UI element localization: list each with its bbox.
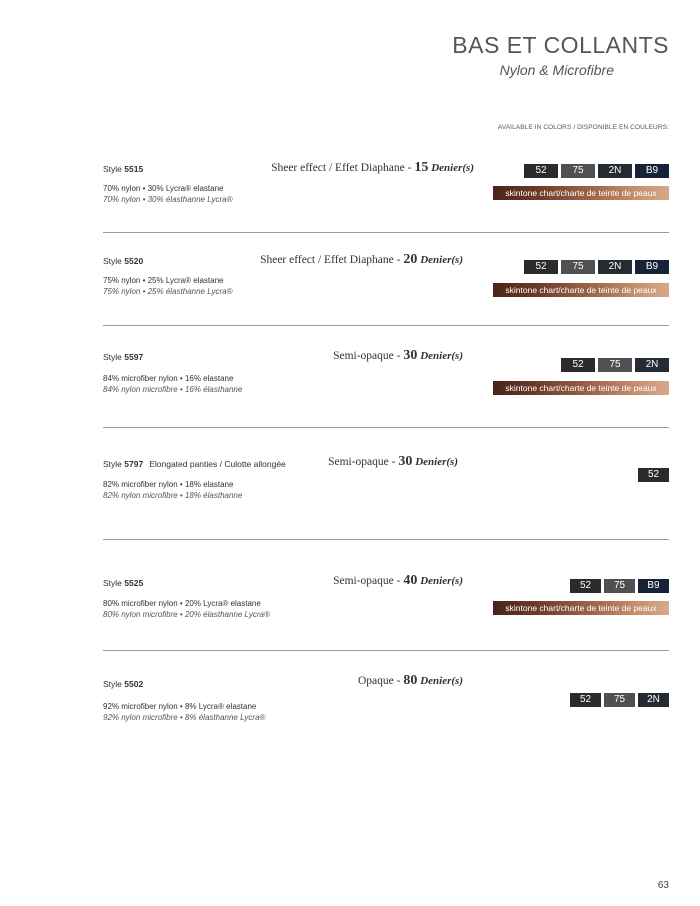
color-swatch-75: 75 <box>598 358 632 372</box>
style-prefix: Style <box>103 459 122 469</box>
denier-word: Denier(s) <box>420 350 463 362</box>
skintone-chart-bar: skintone chart/charte de teinte de peaux <box>493 381 669 395</box>
section-divider <box>103 539 669 540</box>
section-divider <box>103 650 669 651</box>
color-swatch-2N: 2N <box>598 260 632 274</box>
effect-label: Semi-opaque - <box>328 456 396 468</box>
page-number: 63 <box>657 880 669 891</box>
color-swatch-75: 75 <box>561 164 595 178</box>
composition-en: 84% microfiber nylon • 16% elastane <box>103 374 234 383</box>
style-number: 5515 <box>124 164 144 174</box>
color-swatch-B9: B9 <box>638 579 669 593</box>
composition-fr: 92% nylon microfibre • 8% élasthanne Lycra® <box>103 713 266 722</box>
denier-value: 20 <box>403 252 418 267</box>
style-number: 5525 <box>124 578 144 588</box>
effect-label: Sheer effect / Effet Diaphane - <box>260 254 401 266</box>
style-prefix: Style <box>103 164 122 174</box>
color-swatch-2N: 2N <box>635 358 669 372</box>
color-swatches <box>570 579 669 593</box>
effect-label: Opaque - <box>358 675 401 687</box>
color-swatch-52: 52 <box>570 579 601 593</box>
effect-description <box>333 573 463 589</box>
effect-description <box>271 160 474 176</box>
color-swatch-2N: 2N <box>598 164 632 178</box>
skintone-chart-bar: skintone chart/charte de teinte de peaux <box>493 601 669 615</box>
composition-en: 92% microfiber nylon • 8% Lycra® elastane <box>103 702 257 711</box>
section-divider <box>103 232 669 233</box>
color-swatch-52: 52 <box>570 693 601 707</box>
composition-en: 80% microfiber nylon • 20% Lycra® elastane <box>103 599 261 608</box>
section-divider <box>103 427 669 428</box>
color-swatch-B9: B9 <box>635 260 669 274</box>
composition-en: 82% microfiber nylon • 18% elastane <box>103 480 234 489</box>
denier-value: 40 <box>403 573 418 588</box>
denier-word: Denier(s) <box>420 575 463 587</box>
effect-description <box>328 454 458 470</box>
composition-fr: 82% nylon microfibre • 18% élasthanne <box>103 491 243 500</box>
composition-en: 70% nylon • 30% Lycra® elastane <box>103 184 224 193</box>
denier-word: Denier(s) <box>415 456 458 468</box>
style-extra: Elongated panties / Culotte allongée <box>149 459 286 469</box>
style-prefix: Style <box>103 679 122 689</box>
color-swatches <box>561 358 669 372</box>
denier-value: 30 <box>398 454 413 469</box>
denier-value: 80 <box>403 673 418 688</box>
style-line <box>103 679 143 689</box>
style-prefix: Style <box>103 352 122 362</box>
color-swatches <box>570 693 669 707</box>
style-line <box>103 459 286 469</box>
color-swatch-75: 75 <box>604 693 635 707</box>
denier-word: Denier(s) <box>420 675 463 687</box>
color-swatches <box>524 164 669 178</box>
denier-word: Denier(s) <box>420 254 463 266</box>
composition-fr: 75% nylon • 25% élasthanne Lycra® <box>103 287 233 296</box>
style-number: 5597 <box>124 352 144 362</box>
effect-description <box>333 348 463 364</box>
effect-description <box>260 252 463 268</box>
style-number: 5797 <box>124 459 144 469</box>
denier-value: 30 <box>403 348 418 363</box>
style-prefix: Style <box>103 578 122 588</box>
composition-fr: 80% nylon microfibre • 20% élasthanne Lycra® <box>103 610 270 619</box>
style-line <box>103 352 143 362</box>
style-number: 5502 <box>124 679 144 689</box>
section-divider <box>103 325 669 326</box>
skintone-chart-bar: skintone chart/charte de teinte de peaux <box>493 186 669 200</box>
style-line <box>103 164 143 174</box>
denier-value: 15 <box>414 160 429 175</box>
effect-label: Semi-opaque - <box>333 575 401 587</box>
page-subtitle: Nylon & Microfibre <box>499 62 614 78</box>
effect-label: Sheer effect / Effet Diaphane - <box>271 162 412 174</box>
denier-word: Denier(s) <box>431 162 474 174</box>
color-swatch-B9: B9 <box>635 164 669 178</box>
composition-fr: 70% nylon • 30% élasthanne Lycra® <box>103 195 233 204</box>
style-line <box>103 256 143 266</box>
color-swatches <box>524 260 669 274</box>
color-swatch-52: 52 <box>524 164 558 178</box>
color-swatch-2N: 2N <box>638 693 669 707</box>
style-number: 5520 <box>124 256 144 266</box>
available-colors-note: AVAILABLE IN COLORS / DISPONIBLE EN COULEURS: <box>497 124 669 131</box>
composition-en: 75% nylon • 25% Lycra® elastane <box>103 276 224 285</box>
style-line <box>103 578 143 588</box>
color-swatch-52: 52 <box>638 468 669 482</box>
composition-fr: 84% nylon microfibre • 16% élasthanne <box>103 385 243 394</box>
color-swatch-75: 75 <box>604 579 635 593</box>
skintone-chart-bar: skintone chart/charte de teinte de peaux <box>493 283 669 297</box>
page-title: BAS ET COLLANTS <box>452 32 669 58</box>
color-swatch-52: 52 <box>524 260 558 274</box>
color-swatch-75: 75 <box>561 260 595 274</box>
color-swatches <box>638 468 669 482</box>
color-swatch-52: 52 <box>561 358 595 372</box>
effect-label: Semi-opaque - <box>333 350 401 362</box>
effect-description <box>358 673 463 689</box>
style-prefix: Style <box>103 256 122 266</box>
